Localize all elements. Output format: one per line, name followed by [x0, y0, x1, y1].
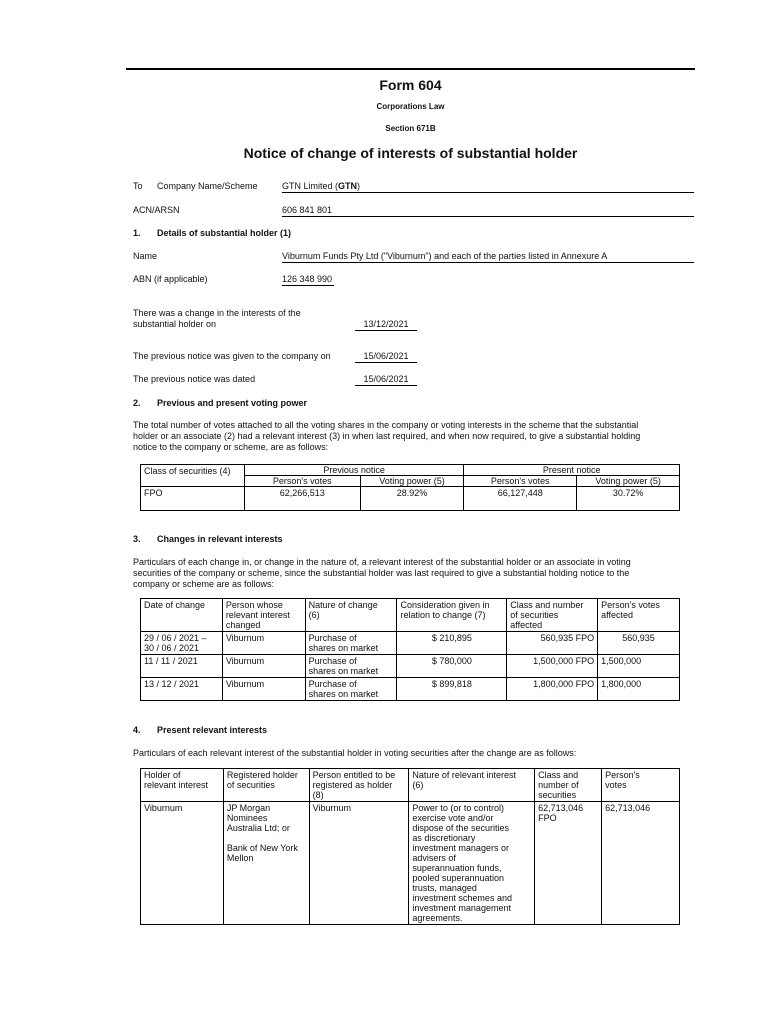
date-header: Date of change [141, 599, 223, 632]
class-securities-header: Class and number of securities [535, 769, 602, 802]
prev-dated-date: 15/06/2021 [355, 374, 417, 386]
table-cell: FPO [141, 487, 245, 511]
page-title: Notice of change of interests of substantial holder [243, 145, 578, 161]
table-cell: 62,266,513 [244, 487, 360, 511]
change-label-1: There was a change in the interests of the [133, 308, 301, 318]
section2-title: Previous and present voting power [157, 398, 308, 408]
present-interests-table [140, 768, 680, 925]
present-notice-header: Present notice [464, 465, 680, 476]
holder-header: Holder of relevant interest [141, 769, 224, 802]
person-header: Person whose relevant interest changed [222, 599, 305, 632]
prev-power-header: Voting power (5) [360, 476, 464, 487]
acn-label: ACN/ARSN [133, 205, 180, 215]
pres-votes-header: Person's votes [464, 476, 577, 487]
law-caption: Corporations Law [376, 102, 445, 111]
previous-notice-header: Previous notice [244, 465, 464, 476]
acn-value: 606 841 801 [282, 205, 694, 217]
holder-name-value: Viburnum Funds Pty Ltd ("Viburnum") and each of the parties listed in Annexure A [282, 251, 694, 263]
abn-label: ABN (if applicable) [133, 274, 208, 284]
table-cell: 30.72% [577, 487, 680, 511]
persons-votes-header: Person's votes [602, 769, 680, 802]
votes-affected-header: Person's votes affected [598, 599, 680, 632]
registered-header: Registered holder of securities [223, 769, 309, 802]
section3-title: Changes in relevant interests [157, 534, 283, 544]
nature-header: Nature of change (6) [305, 599, 397, 632]
section3-number: 3. [133, 534, 141, 544]
pres-power-header: Voting power (5) [577, 476, 680, 487]
section2-number: 2. [133, 398, 141, 408]
class-number-header: Class and number of securities affected [507, 599, 598, 632]
class-header: Class of securities (4) [141, 465, 245, 487]
changes-table [140, 598, 680, 701]
form-number: Form 604 [379, 77, 442, 93]
section3-paragraph: Particulars of each change in, or change in the nature of, a relevant interest of the substantial holder or an associate in voting securities of the company or scheme, since the substantial holder was last required to give a substantial holding notice to the company or scheme are as follows: [133, 557, 631, 589]
section4-paragraph: Particulars of each relevant interest of the substantial holder in voting securities after the change are as follows: [133, 748, 577, 758]
company-name-value: GTN Limited (GTN) [282, 181, 694, 193]
abn-value: 126 348 990 [282, 274, 333, 284]
table-cell: 66,127,448 [464, 487, 577, 511]
table-cell: 28.92% [360, 487, 464, 511]
section1-title: Details of substantial holder (1) [157, 228, 292, 238]
section2-paragraph: The total number of votes attached to all the voting shares in the company or voting interests in the scheme that the substantial holder or an associate (2) had a relevant interest (3) in when last required, and when now required, to give a substantial holding notice to the company or scheme, are as follows: [133, 420, 641, 452]
to-label: To [133, 181, 143, 191]
voting-power-table [140, 464, 680, 511]
section4-number: 4. [133, 725, 141, 735]
table-row: 13 / 12 / 2021 Viburnum Purchase of shares on market $ 899,818 1,800,000 FPO 1,800,000 [141, 678, 680, 701]
consideration-header: Consideration given in relation to change (7) [397, 599, 507, 632]
section1-number: 1. [133, 228, 141, 238]
section-caption: Section 671B [385, 124, 436, 133]
holder-name-label: Name [133, 251, 158, 261]
change-label-2: substantial holder on [133, 319, 217, 329]
table-row: 29 / 06 / 2021 – 30 / 06 / 2021 Viburnum Purchase of shares on market $ 210,895 560,935 FPO 560,935 [141, 632, 680, 655]
prev-given-label: The previous notice was given to the company on [133, 351, 331, 361]
entitled-header: Person entitled to be registered as holder (8) [309, 769, 409, 802]
prev-votes-header: Person's votes [244, 476, 360, 487]
table-row: 11 / 11 / 2021 Viburnum Purchase of shares on market $ 780,000 1,500,000 FPO 1,500,000 [141, 655, 680, 678]
section4-title: Present relevant interests [157, 725, 268, 735]
change-date: 13/12/2021 [355, 319, 417, 331]
nature-interest-header: Nature of relevant interest (6) [409, 769, 535, 802]
prev-dated-label: The previous notice was dated [133, 374, 256, 384]
prev-given-date: 15/06/2021 [355, 351, 417, 363]
top-rule [126, 68, 695, 70]
company-name-label: Company Name/Scheme [157, 181, 258, 191]
table-row: Viburnum JP Morgan Nominees Australia Ltd; or Bank of New York Mellon Viburnum Power to (or to control) exercise vote and/or dispose of the securities as discretionary investment managers or advisers of superannuation funds, pooled superannuation trusts, managed investment schemes and investment management agreements. 62,713,046 FPO 62,713,046 [141, 802, 680, 925]
